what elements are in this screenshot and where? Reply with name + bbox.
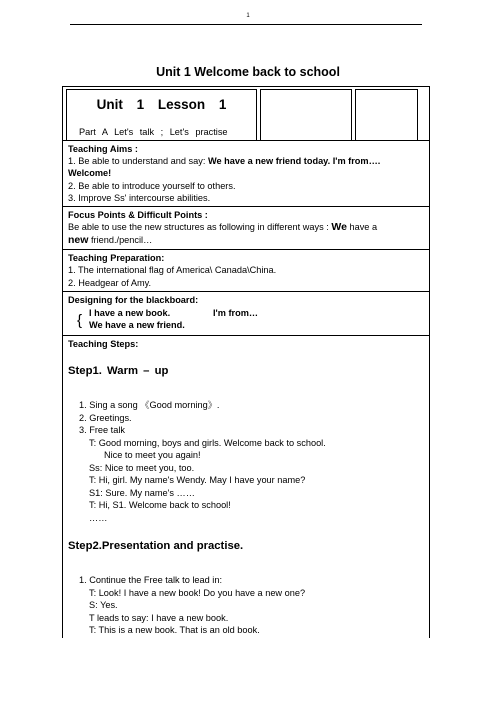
step2-line: S: Yes. (89, 600, 118, 610)
aims-line-2: 2. Be able to introduce yourself to others. (68, 181, 236, 191)
aims-line-3: 3. Improve Ss' intercourse abilities. (68, 193, 211, 203)
prep-line-1: 1. The international flag of America\ Canada\China. (68, 265, 277, 275)
header-blank-cell-2 (355, 89, 418, 141)
steps-heading: Teaching Steps: (68, 339, 139, 349)
aims-heading: Teaching Aims : (68, 144, 138, 154)
brace-icon: { (77, 312, 83, 329)
step1-line: S1: Sure. My name's …… (89, 488, 195, 498)
header-blank-cell-1 (260, 89, 352, 141)
page-number: 1 (246, 13, 250, 19)
step2-line: T: Look! I have a new book! Do you have a new one? (89, 588, 306, 598)
unit-lesson-heading: Unit 1 Lesson 1 (96, 97, 227, 112)
aims-line-1-plain: 1. Be able to understand and say: (68, 156, 206, 166)
teaching-aims-section (62, 141, 430, 207)
step1-line: T: Good morning, boys and girls. Welcome back to school. (89, 438, 326, 448)
focus-line-1-plain: Be able to use the new structures as following in different ways : (68, 222, 329, 232)
step1-line: Nice to meet you again! (104, 450, 201, 460)
blackboard-section (62, 292, 430, 336)
prep-line-2: 2. Headgear of Amy. (68, 278, 152, 288)
focus-heading: Focus Points & Difficult Points : (68, 210, 208, 220)
focus-line-2-rest: friend./pencil… (90, 235, 153, 245)
step2-line: T leads to say: I have a new book. (89, 613, 229, 623)
step2-line: 1. Continue the Free talk to lead in: (79, 575, 223, 585)
step1-heading: Step1. Warm – up (68, 365, 169, 377)
aims-line-1 (68, 155, 380, 167)
step1-line: 3. Free talk (79, 425, 125, 435)
focus-points-section (62, 207, 430, 250)
focus-line-1-we: We (331, 221, 347, 233)
board-line-a: I have a new book. (89, 308, 171, 318)
board-line-b: I'm from… (213, 308, 259, 318)
prep-heading: Teaching Preparation: (68, 253, 165, 263)
step1-line: 2. Greetings. (79, 413, 132, 423)
aims-welcome: Welcome! (68, 168, 112, 178)
unit-lesson-cell (66, 89, 257, 141)
step1-line: …… (89, 513, 108, 523)
board-heading: Designing for the blackboard: (68, 295, 199, 305)
step1-line: T: Hi, girl. My name's Wendy. May I have your name? (89, 475, 306, 485)
step1-line: T: Hi, S1. Welcome back to school! (89, 500, 231, 510)
step2-line: T: This is a new book. That is an old book. (89, 625, 260, 635)
step2-heading: Step2.Presentation and practise. (68, 540, 244, 552)
board-line-c: We have a new friend. (89, 320, 185, 330)
teaching-steps-section (62, 336, 430, 638)
teaching-preparation-section (62, 250, 430, 292)
step1-line: 1. Sing a song 《Good morning》. (79, 400, 220, 410)
step1-line: Ss: Nice to meet you, too. (89, 463, 195, 473)
document-title: Unit 1 Welcome back to school (156, 65, 340, 79)
focus-line-2-new: new (68, 234, 89, 246)
part-subtitle: Part A Let's talk ; Let's practise (79, 127, 228, 137)
focus-line-1 (68, 221, 377, 233)
aims-line-1-bold: We have a new friend today. I'm from…. (207, 156, 381, 166)
header-rule (70, 24, 422, 25)
focus-line-2 (68, 234, 152, 246)
focus-line-1-end: have a (349, 222, 378, 232)
